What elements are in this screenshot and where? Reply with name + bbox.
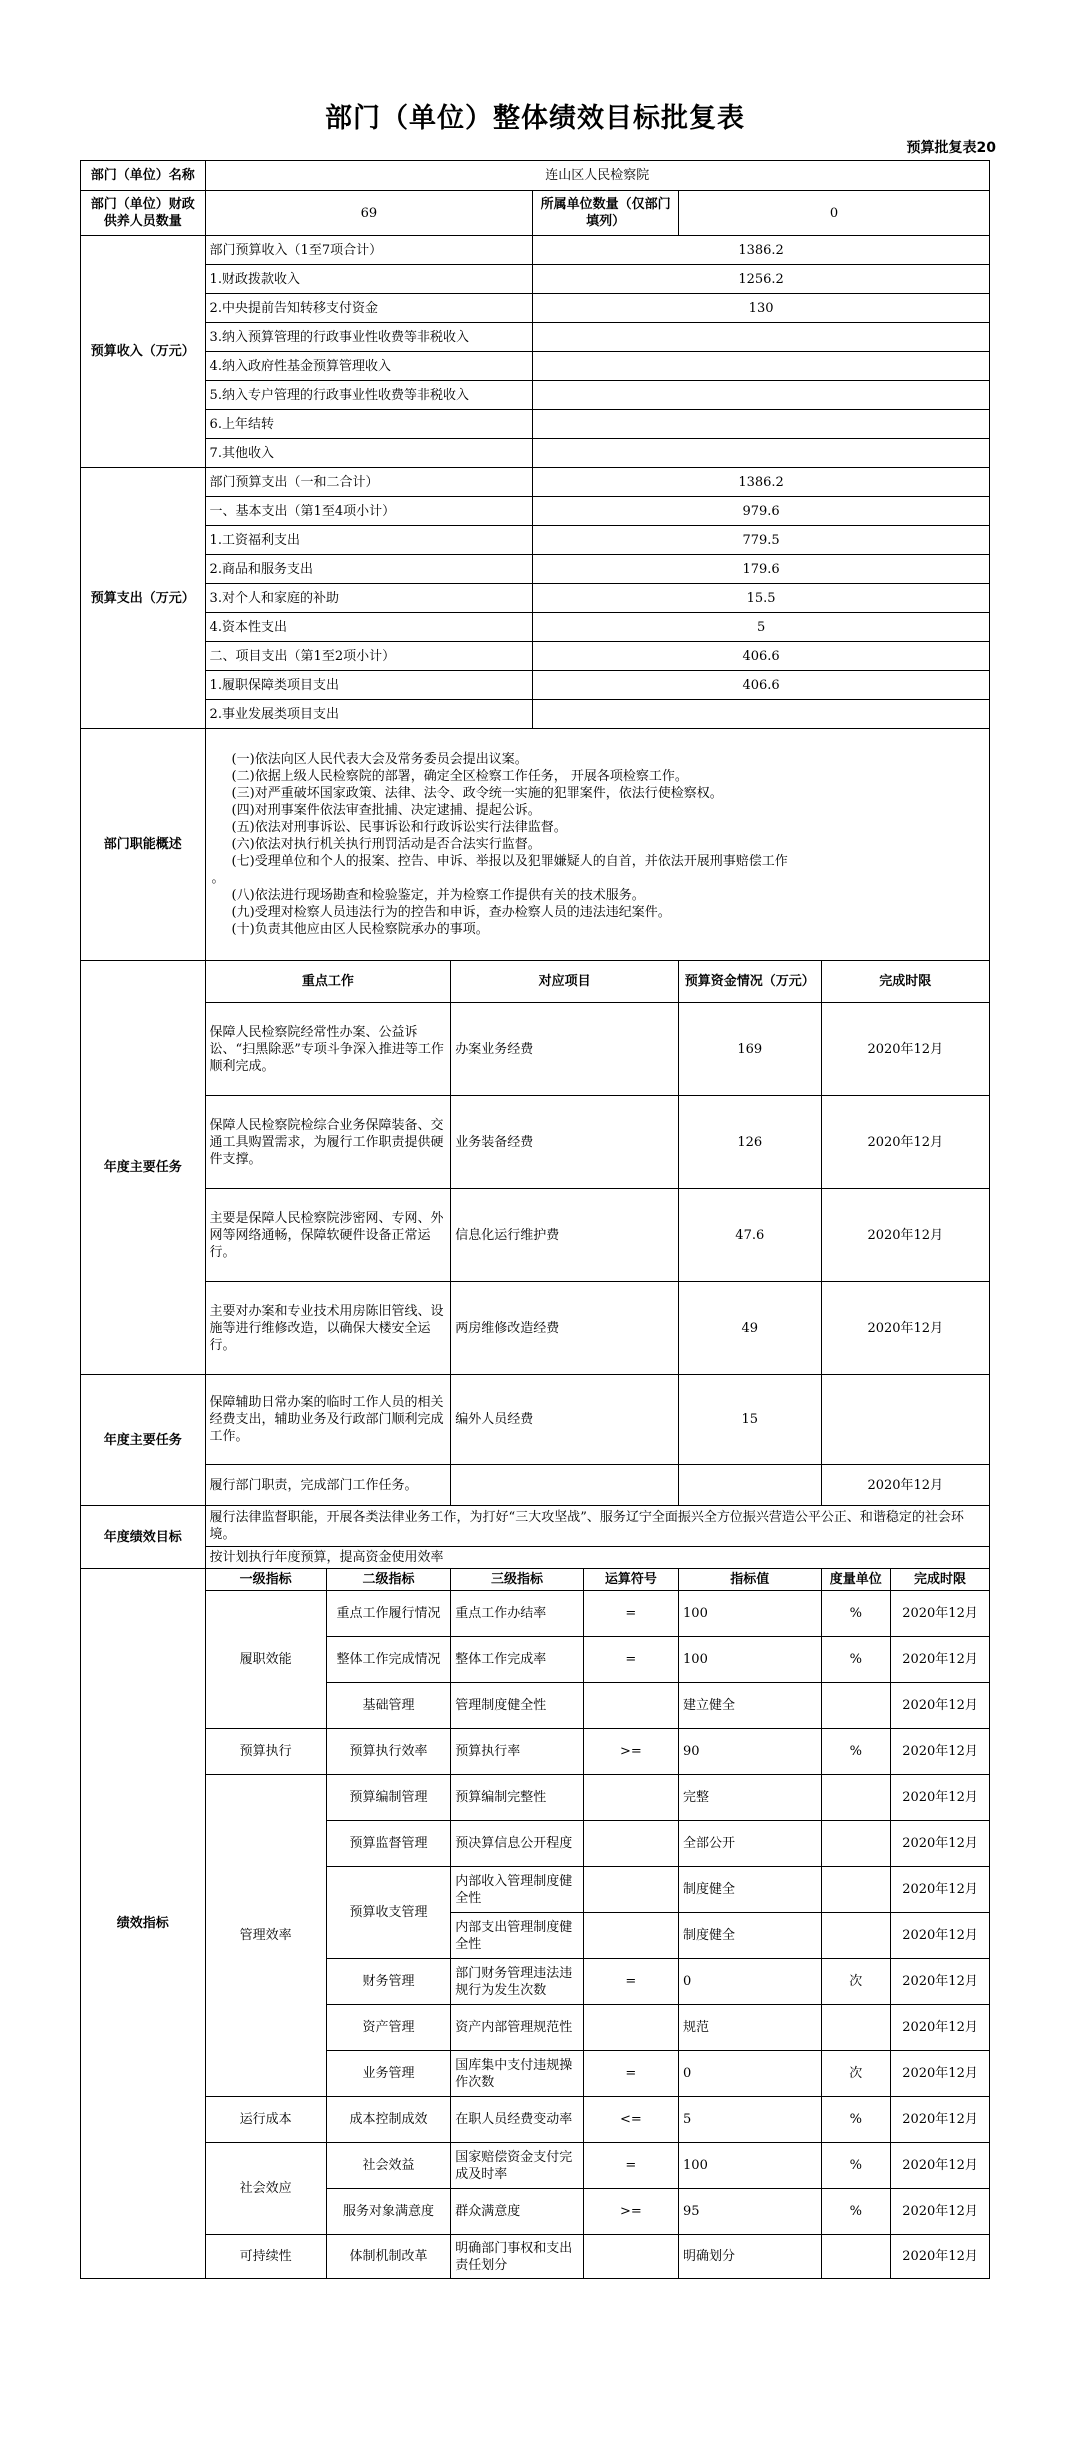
ind-l2: 预算编制管理 [326, 1775, 451, 1821]
function-line: (七)受理单位和个人的报案、控告、申诉、举报以及犯罪嫌疑人的自首，并依法开展刑事赔偿工作 [231, 854, 788, 869]
task-deadline: 2020年12月 [821, 1282, 989, 1375]
expense-item: 3.对个人和家庭的补助 [205, 584, 533, 613]
ind-header-val: 指标值 [679, 1569, 822, 1591]
task-project: 办案业务经费 [451, 1003, 679, 1096]
goal-line: 按计划执行年度预算，提高资金使用效率 [205, 1547, 989, 1569]
task-budget: 15 [679, 1375, 822, 1465]
ind-l2: 财务管理 [326, 1959, 451, 2005]
income-item: 部门预算收入（1至7项合计） [205, 236, 533, 265]
function-line: (一)依法向区人民代表大会及常务委员会提出议案。 [231, 752, 528, 767]
function-line: (三)对严重破坏国家政策、法律、法令、政令统一实施的犯罪案件，依法行使检察权。 [231, 786, 723, 801]
tasks2-label: 年度主要任务 [81, 1375, 206, 1506]
task-work: 主要对办案和专业技术用房陈旧管线、设施等进行维修改造，以确保大楼安全运行。 [205, 1282, 451, 1375]
ind-unit [821, 2005, 891, 2051]
ind-unit: % [821, 2143, 891, 2189]
ind-val: 制度健全 [679, 1867, 822, 1913]
ind-val: 规范 [679, 2005, 822, 2051]
ind-deadline: 2020年12月 [891, 2051, 990, 2097]
ind-op: <= [583, 2097, 678, 2143]
income-item: 7.其他收入 [205, 439, 533, 468]
ind-l3: 预决算信息公开程度 [451, 1821, 583, 1867]
function-line: (六)依法对执行机关执行刑罚活动是否合法实行监督。 [231, 837, 541, 852]
ind-unit: % [821, 1637, 891, 1683]
ind-l1: 社会效应 [205, 2143, 326, 2235]
task-work: 保障人民检察院检综合业务保障装备、交通工具购置需求，为履行工作职责提供硬件支撑。 [205, 1096, 451, 1189]
expense-item: 1.履职保障类项目支出 [205, 671, 533, 700]
functions-text [205, 729, 989, 961]
ind-unit: % [821, 1729, 891, 1775]
task-deadline: 2020年12月 [821, 1096, 989, 1189]
staff-count-value: 69 [205, 191, 533, 236]
goals-label: 年度绩效目标 [81, 1506, 206, 1569]
indicators-label: 绩效指标 [81, 1569, 206, 2279]
ind-op: = [583, 1959, 678, 2005]
page-title: 部门（单位）整体绩效目标批复表 [325, 103, 745, 134]
staff-count-label: 部门（单位）财政供养人员数量 [81, 191, 206, 236]
ind-deadline: 2020年12月 [891, 1913, 990, 1959]
expense-value: 5 [533, 613, 990, 642]
expense-value: 15.5 [533, 584, 990, 613]
ind-unit [821, 1821, 891, 1867]
income-item: 3.纳入预算管理的行政事业性收费等非税收入 [205, 323, 533, 352]
ind-l2: 服务对象满意度 [326, 2189, 451, 2235]
task-project: 编外人员经费 [451, 1375, 679, 1465]
expense-value: 406.6 [533, 642, 990, 671]
income-item: 2.中央提前告知转移支付资金 [205, 294, 533, 323]
ind-l3: 预算执行率 [451, 1729, 583, 1775]
task-work: 保障人民检察院经常性办案、公益诉讼、“扫黑除恶”专项斗争深入推进等工作顺利完成。 [205, 1003, 451, 1096]
form-number: 预算批复表20 [906, 140, 996, 156]
expense-value [533, 700, 990, 729]
task-budget: 169 [679, 1003, 822, 1096]
expense-section-label: 预算支出（万元） [81, 468, 206, 729]
ind-l1: 可持续性 [205, 2235, 326, 2279]
ind-unit [821, 2235, 891, 2279]
ind-deadline: 2020年12月 [891, 2189, 990, 2235]
task-work: 履行部门职责，完成部门工作任务。 [205, 1465, 451, 1506]
ind-deadline: 2020年12月 [891, 1683, 990, 1729]
expense-value: 179.6 [533, 555, 990, 584]
task-budget [679, 1465, 822, 1506]
income-value [533, 381, 990, 410]
ind-val: 5 [679, 2097, 822, 2143]
ind-unit: % [821, 1591, 891, 1637]
ind-val: 建立健全 [679, 1683, 822, 1729]
income-value: 1256.2 [533, 265, 990, 294]
income-value [533, 352, 990, 381]
ind-deadline: 2020年12月 [891, 1959, 990, 2005]
ind-header-deadline: 完成时限 [891, 1569, 990, 1591]
function-line: (十)负责其他应由区人民检察院承办的事项。 [231, 922, 489, 937]
sub-units-label: 所属单位数量（仅部门填列） [533, 191, 679, 236]
ind-l3: 部门财务管理违法违规行为发生次数 [451, 1959, 583, 2005]
tasks-header-project: 对应项目 [451, 961, 679, 1003]
function-line: (五)依法对刑事诉讼、民事诉讼和行政诉讼实行法律监督。 [231, 820, 567, 835]
ind-l1: 管理效率 [205, 1775, 326, 2097]
tasks-header-work: 重点工作 [205, 961, 451, 1003]
ind-unit [821, 1775, 891, 1821]
tasks-header-deadline: 完成时限 [821, 961, 989, 1003]
ind-op [583, 1867, 678, 1913]
function-line: (九)受理对检察人员违法行为的控告和申诉，查办检察人员的违法违纪案件。 [231, 905, 671, 920]
ind-l2: 资产管理 [326, 2005, 451, 2051]
ind-l2: 预算收支管理 [326, 1867, 451, 1959]
income-item: 4.纳入政府性基金预算管理收入 [205, 352, 533, 381]
ind-l2: 业务管理 [326, 2051, 451, 2097]
ind-l2: 重点工作履行情况 [326, 1591, 451, 1637]
ind-deadline: 2020年12月 [891, 2005, 990, 2051]
ind-l1: 预算执行 [205, 1729, 326, 1775]
income-item: 5.纳入专户管理的行政事业性收费等非税收入 [205, 381, 533, 410]
ind-l2: 预算监督管理 [326, 1821, 451, 1867]
approval-table [80, 160, 990, 2279]
income-value [533, 323, 990, 352]
ind-unit: 次 [821, 1959, 891, 2005]
income-value: 130 [533, 294, 990, 323]
ind-op: >= [583, 2189, 678, 2235]
ind-op [583, 2005, 678, 2051]
ind-l1: 履职效能 [205, 1591, 326, 1729]
ind-deadline: 2020年12月 [891, 2143, 990, 2189]
task-work: 主要是保障人民检察院涉密网、专网、外网等网络通畅，保障软硬件设备正常运行。 [205, 1189, 451, 1282]
tasks-label: 年度主要任务 [81, 961, 206, 1375]
ind-l3: 资产内部管理规范性 [451, 2005, 583, 2051]
ind-op [583, 1775, 678, 1821]
ind-l3: 管理制度健全性 [451, 1683, 583, 1729]
ind-op: = [583, 2051, 678, 2097]
expense-value: 406.6 [533, 671, 990, 700]
task-project: 业务装备经费 [451, 1096, 679, 1189]
ind-unit: 次 [821, 2051, 891, 2097]
ind-header-l2: 二级指标 [326, 1569, 451, 1591]
ind-op: >= [583, 1729, 678, 1775]
expense-item: 二、项目支出（第1至2项小计） [205, 642, 533, 671]
ind-val: 0 [679, 2051, 822, 2097]
ind-unit [821, 1913, 891, 1959]
ind-val: 0 [679, 1959, 822, 2005]
ind-l3: 国家赔偿资金支付完成及时率 [451, 2143, 583, 2189]
ind-l3: 内部支出管理制度健全性 [451, 1913, 583, 1959]
expense-item: 2.事业发展类项目支出 [205, 700, 533, 729]
goal-line: 履行法律监督职能，开展各类法律业务工作，为打好“三大攻坚战”、服务辽宁全面振兴全方位振兴营造公平公正、和谐稳定的社会环境。 [205, 1506, 989, 1547]
ind-unit: % [821, 2097, 891, 2143]
ind-l2: 社会效益 [326, 2143, 451, 2189]
ind-l2: 体制机制改革 [326, 2235, 451, 2279]
income-value: 1386.2 [533, 236, 990, 265]
ind-deadline: 2020年12月 [891, 1591, 990, 1637]
ind-unit: % [821, 2189, 891, 2235]
ind-val: 完整 [679, 1775, 822, 1821]
dept-name-value: 连山区人民检察院 [205, 161, 989, 191]
task-deadline: 2020年12月 [821, 1465, 989, 1506]
ind-val: 制度健全 [679, 1913, 822, 1959]
task-deadline: 2020年12月 [821, 1003, 989, 1096]
ind-op: = [583, 2143, 678, 2189]
expense-item: 部门预算支出（一和二合计） [205, 468, 533, 497]
expense-item: 2.商品和服务支出 [205, 555, 533, 584]
ind-l2: 基础管理 [326, 1683, 451, 1729]
ind-unit [821, 1683, 891, 1729]
ind-header-op: 运算符号 [583, 1569, 678, 1591]
ind-val: 100 [679, 1591, 822, 1637]
expense-item: 4.资本性支出 [205, 613, 533, 642]
ind-deadline: 2020年12月 [891, 1637, 990, 1683]
task-budget: 47.6 [679, 1189, 822, 1282]
expense-value: 979.6 [533, 497, 990, 526]
expense-item: 一、基本支出（第1至4项小计） [205, 497, 533, 526]
ind-deadline: 2020年12月 [891, 2097, 990, 2143]
ind-header-unit: 度量单位 [821, 1569, 891, 1591]
expense-value: 779.5 [533, 526, 990, 555]
ind-val: 100 [679, 2143, 822, 2189]
task-project: 信息化运行维护费 [451, 1189, 679, 1282]
ind-l3: 在职人员经费变动率 [451, 2097, 583, 2143]
ind-val: 90 [679, 1729, 822, 1775]
income-item: 6.上年结转 [205, 410, 533, 439]
ind-l3: 明确部门事权和支出责任划分 [451, 2235, 583, 2279]
ind-deadline: 2020年12月 [891, 1729, 990, 1775]
ind-deadline: 2020年12月 [891, 2235, 990, 2279]
ind-l3: 内部收入管理制度健全性 [451, 1867, 583, 1913]
income-value [533, 439, 990, 468]
dept-name-label: 部门（单位）名称 [81, 161, 206, 191]
task-project [451, 1465, 679, 1506]
ind-val: 100 [679, 1637, 822, 1683]
ind-l3: 群众满意度 [451, 2189, 583, 2235]
ind-deadline: 2020年12月 [891, 1867, 990, 1913]
ind-deadline: 2020年12月 [891, 1821, 990, 1867]
task-project: 两房维修改造经费 [451, 1282, 679, 1375]
task-budget: 126 [679, 1096, 822, 1189]
ind-unit [821, 1867, 891, 1913]
ind-val: 全部公开 [679, 1821, 822, 1867]
ind-op: = [583, 1637, 678, 1683]
task-deadline: 2020年12月 [821, 1189, 989, 1282]
task-deadline [821, 1375, 989, 1465]
task-work: 保障辅助日常办案的临时工作人员的相关经费支出，辅助业务及行政部门顺利完成工作。 [205, 1375, 451, 1465]
function-line: (八)依法进行现场勘查和检验鉴定，并为检察工作提供有关的技术服务。 [231, 888, 645, 903]
ind-deadline: 2020年12月 [891, 1775, 990, 1821]
ind-l2: 整体工作完成情况 [326, 1637, 451, 1683]
functions-label: 部门职能概述 [81, 729, 206, 961]
expense-item: 1.工资福利支出 [205, 526, 533, 555]
ind-op [583, 1913, 678, 1959]
ind-l3: 国库集中支付违规操作次数 [451, 2051, 583, 2097]
ind-header-l1: 一级指标 [205, 1569, 326, 1591]
ind-val: 明确划分 [679, 2235, 822, 2279]
ind-l1: 运行成本 [205, 2097, 326, 2143]
income-section-label: 预算收入（万元） [81, 236, 206, 468]
ind-l3: 整体工作完成率 [451, 1637, 583, 1683]
ind-op [583, 2235, 678, 2279]
income-value [533, 410, 990, 439]
function-line: 。 [211, 871, 225, 886]
ind-l2: 预算执行效率 [326, 1729, 451, 1775]
task-budget: 49 [679, 1282, 822, 1375]
ind-op [583, 1683, 678, 1729]
sub-units-value: 0 [679, 191, 990, 236]
ind-op: = [583, 1591, 678, 1637]
function-line: (四)对刑事案件依法审查批捕、决定逮捕、提起公诉。 [231, 803, 541, 818]
function-line: (二)依据上级人民检察院的部署，确定全区检察工作任务， 开展各项检察工作。 [231, 769, 688, 784]
ind-l3: 重点工作办结率 [451, 1591, 583, 1637]
ind-l3: 预算编制完整性 [451, 1775, 583, 1821]
ind-val: 95 [679, 2189, 822, 2235]
income-item: 1.财政拨款收入 [205, 265, 533, 294]
ind-l2: 成本控制成效 [326, 2097, 451, 2143]
expense-value: 1386.2 [533, 468, 990, 497]
tasks-header-budget: 预算资金情况（万元） [679, 961, 822, 1003]
ind-op [583, 1821, 678, 1867]
ind-header-l3: 三级指标 [451, 1569, 583, 1591]
